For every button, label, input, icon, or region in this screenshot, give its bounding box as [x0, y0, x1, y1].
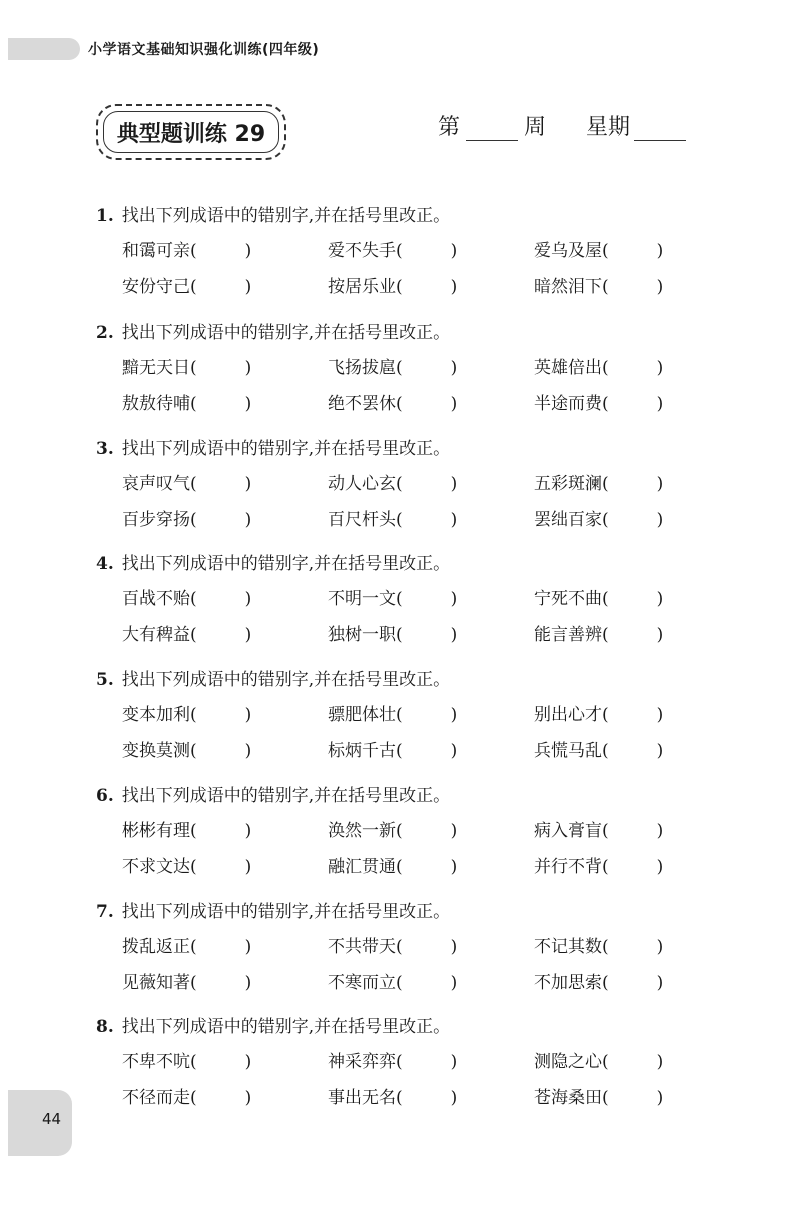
answer-paren-open: ( [602, 277, 609, 297]
idiom-item [328, 1080, 457, 1116]
idiom-row [122, 233, 696, 269]
answer-paren-close: ) [244, 1088, 252, 1108]
answer-paren-close: ) [244, 705, 252, 725]
answer-paren-close: ) [656, 589, 664, 609]
answer-paren-close: ) [244, 358, 252, 378]
answer-paren-open: ( [190, 474, 197, 494]
idiom-row [122, 502, 696, 538]
question-number: 1. [96, 206, 114, 226]
idiom-row [122, 386, 696, 422]
answer-paren-close: ) [450, 394, 458, 414]
idiom-item [534, 1044, 663, 1080]
idiom-item [328, 581, 457, 617]
idiom-text: 拨乱返正 [122, 937, 190, 957]
answer-paren-open: ( [602, 394, 609, 414]
answer-paren-open: ( [602, 474, 609, 494]
answer-paren-close: ) [244, 973, 252, 993]
answer-paren-open: ( [190, 821, 197, 841]
idiom-item [122, 466, 251, 502]
week-blank[interactable] [466, 114, 518, 141]
idiom-item [328, 269, 457, 305]
question-prompt [96, 205, 696, 227]
idiom-text: 五彩斑澜 [534, 474, 602, 494]
idiom-row [122, 350, 696, 386]
idiom-text: 半途而费 [534, 394, 602, 414]
question-text: 找出下列成语中的错别字,并在括号里改正。 [121, 206, 451, 226]
answer-paren-close: ) [450, 277, 458, 297]
idiom-item [328, 733, 457, 769]
week-label: 周 [524, 115, 547, 140]
answer-paren-open: ( [396, 358, 403, 378]
answer-paren-close: ) [450, 821, 458, 841]
idiom-text: 独树一职 [328, 625, 396, 645]
answer-paren-open: ( [190, 358, 197, 378]
weekday-label: 星期 [586, 115, 631, 140]
answer-paren-open: ( [396, 241, 403, 261]
answer-paren-close: ) [450, 937, 458, 957]
question-number: 6. [96, 786, 114, 806]
idiom-text: 苍海桑田 [534, 1088, 602, 1108]
answer-paren-open: ( [396, 394, 403, 414]
idiom-text: 百步穿扬 [122, 510, 190, 530]
answer-paren-close: ) [244, 241, 252, 261]
answer-paren-open: ( [396, 625, 403, 645]
idiom-text: 按居乐业 [328, 277, 396, 297]
answer-paren-open: ( [396, 277, 403, 297]
idiom-text: 罢绌百家 [534, 510, 602, 530]
idiom-text: 暗然泪下 [534, 277, 602, 297]
answer-paren-open: ( [602, 741, 609, 761]
answer-paren-close: ) [450, 625, 458, 645]
idiom-text: 不径而走 [122, 1088, 190, 1108]
idiom-text: 变本加利 [122, 705, 190, 725]
answer-paren-close: ) [450, 1052, 458, 1072]
answer-paren-open: ( [190, 277, 197, 297]
answer-paren-open: ( [190, 741, 197, 761]
idiom-item [122, 1044, 251, 1080]
idiom-item [534, 813, 663, 849]
answer-paren-open: ( [396, 821, 403, 841]
idiom-item [122, 697, 251, 733]
idiom-item [122, 386, 251, 422]
idiom-text: 病入膏盲 [534, 821, 602, 841]
idiom-text: 英雄倍出 [534, 358, 602, 378]
answer-paren-close: ) [656, 705, 664, 725]
idiom-row [122, 929, 696, 965]
idiom-item [328, 502, 457, 538]
page-number: 44 [42, 1110, 62, 1128]
answer-paren-close: ) [656, 857, 664, 877]
idiom-item [328, 617, 457, 653]
idiom-item [534, 233, 663, 269]
question-2 [96, 322, 696, 422]
answer-paren-open: ( [602, 937, 609, 957]
idiom-item [328, 813, 457, 849]
answer-paren-open: ( [602, 589, 609, 609]
idiom-row [122, 849, 696, 885]
idiom-text: 融汇贯通 [328, 857, 396, 877]
answer-paren-open: ( [190, 394, 197, 414]
answer-paren-close: ) [450, 241, 458, 261]
idiom-row [122, 466, 696, 502]
answer-paren-open: ( [602, 510, 609, 530]
answer-paren-close: ) [244, 277, 252, 297]
idiom-text: 别出心才 [534, 705, 602, 725]
idiom-text: 大有稗益 [122, 625, 190, 645]
answer-paren-open: ( [602, 857, 609, 877]
idiom-text: 敖敖待哺 [122, 394, 190, 414]
answer-paren-close: ) [656, 277, 664, 297]
question-1 [96, 205, 696, 305]
answer-paren-close: ) [450, 973, 458, 993]
question-number: 5. [96, 670, 114, 690]
idiom-item [534, 1080, 663, 1116]
question-7 [96, 901, 696, 1001]
header-bar [8, 38, 80, 60]
question-prompt [96, 669, 696, 691]
question-number: 8. [96, 1017, 114, 1037]
answer-paren-close: ) [450, 358, 458, 378]
answer-paren-close: ) [656, 474, 664, 494]
idiom-row [122, 617, 696, 653]
answer-paren-close: ) [656, 821, 664, 841]
idiom-text: 骠肥体壮 [328, 705, 396, 725]
idiom-item [534, 466, 663, 502]
page-tab [8, 1090, 72, 1156]
idiom-text: 不明一文 [328, 589, 396, 609]
answer-paren-open: ( [602, 973, 609, 993]
idiom-row [122, 269, 696, 305]
answer-paren-open: ( [396, 510, 403, 530]
idiom-item [122, 617, 251, 653]
idiom-item [122, 733, 251, 769]
answer-paren-open: ( [602, 241, 609, 261]
idiom-item [122, 581, 251, 617]
idiom-item [122, 502, 251, 538]
answer-paren-open: ( [602, 1088, 609, 1108]
question-prompt [96, 322, 696, 344]
answer-paren-close: ) [450, 474, 458, 494]
answer-paren-close: ) [656, 394, 664, 414]
question-4 [96, 553, 696, 653]
answer-paren-close: ) [244, 821, 252, 841]
answer-paren-close: ) [450, 589, 458, 609]
idiom-item [534, 502, 663, 538]
idiom-item [122, 965, 251, 1001]
answer-paren-close: ) [656, 741, 664, 761]
idiom-text: 彬彬有理 [122, 821, 190, 841]
answer-paren-close: ) [244, 394, 252, 414]
answer-paren-close: ) [450, 857, 458, 877]
idiom-text: 动人心玄 [328, 474, 396, 494]
idiom-text: 不寒而立 [328, 973, 396, 993]
question-text: 找出下列成语中的错别字,并在括号里改正。 [121, 786, 451, 806]
idiom-text: 爱乌及屋 [534, 241, 602, 261]
idiom-row [122, 813, 696, 849]
question-text: 找出下列成语中的错别字,并在括号里改正。 [121, 670, 451, 690]
idiom-row [122, 1080, 696, 1116]
idiom-text: 能言善辨 [534, 625, 602, 645]
answer-paren-close: ) [450, 705, 458, 725]
idiom-item [534, 733, 663, 769]
question-5 [96, 669, 696, 769]
idiom-text: 不卑不吭 [122, 1052, 190, 1072]
idiom-text: 不加思索 [534, 973, 602, 993]
idiom-item [328, 849, 457, 885]
answer-paren-close: ) [244, 625, 252, 645]
idiom-item [328, 386, 457, 422]
answer-paren-open: ( [190, 241, 197, 261]
idiom-item [122, 929, 251, 965]
answer-paren-close: ) [244, 1052, 252, 1072]
idiom-item [328, 929, 457, 965]
answer-paren-close: ) [244, 474, 252, 494]
answer-paren-close: ) [656, 937, 664, 957]
idiom-text: 安份守己 [122, 277, 190, 297]
question-prompt [96, 1016, 696, 1038]
idiom-text: 并行不背 [534, 857, 602, 877]
idiom-text: 变换莫测 [122, 741, 190, 761]
idiom-item [534, 849, 663, 885]
idiom-text: 不求文达 [122, 857, 190, 877]
answer-paren-open: ( [396, 973, 403, 993]
answer-paren-close: ) [450, 741, 458, 761]
idiom-item [534, 965, 663, 1001]
answer-paren-open: ( [396, 705, 403, 725]
idiom-item [328, 697, 457, 733]
answer-paren-close: ) [656, 973, 664, 993]
answer-paren-close: ) [656, 510, 664, 530]
idiom-item [534, 581, 663, 617]
answer-paren-open: ( [396, 857, 403, 877]
answer-paren-close: ) [656, 241, 664, 261]
idiom-text: 神采弈弈 [328, 1052, 396, 1072]
idiom-text: 百战不贻 [122, 589, 190, 609]
idiom-item [328, 350, 457, 386]
idiom-item [534, 617, 663, 653]
question-3 [96, 438, 696, 538]
question-text: 找出下列成语中的错别字,并在括号里改正。 [121, 1017, 451, 1037]
idiom-text: 不记其数 [534, 937, 602, 957]
answer-paren-close: ) [656, 1052, 664, 1072]
idiom-text: 百尺杆头 [328, 510, 396, 530]
question-text: 找出下列成语中的错别字,并在括号里改正。 [121, 439, 451, 459]
answer-paren-close: ) [656, 625, 664, 645]
idiom-item [328, 965, 457, 1001]
answer-paren-open: ( [190, 589, 197, 609]
idiom-text: 黯无天日 [122, 358, 190, 378]
answer-paren-close: ) [244, 589, 252, 609]
idiom-item [534, 697, 663, 733]
answer-paren-close: ) [450, 510, 458, 530]
idiom-row [122, 965, 696, 1001]
answer-paren-open: ( [396, 474, 403, 494]
idiom-text: 爱不失手 [328, 241, 396, 261]
idiom-item [122, 849, 251, 885]
idiom-item [534, 929, 663, 965]
answer-paren-open: ( [396, 1088, 403, 1108]
book-title: 小学语文基础知识强化训练(四年级) [88, 42, 320, 58]
idiom-text: 标炳千古 [328, 741, 396, 761]
idiom-text: 见薇知著 [122, 973, 190, 993]
answer-paren-open: ( [602, 625, 609, 645]
answer-paren-open: ( [396, 1052, 403, 1072]
answer-paren-close: ) [244, 741, 252, 761]
answer-paren-open: ( [602, 705, 609, 725]
answer-paren-open: ( [190, 937, 197, 957]
answer-paren-open: ( [602, 358, 609, 378]
idiom-text: 测隐之心 [534, 1052, 602, 1072]
question-text: 找出下列成语中的错别字,并在括号里改正。 [121, 554, 451, 574]
lesson-badge [96, 104, 286, 160]
answer-paren-close: ) [450, 1088, 458, 1108]
question-number: 4. [96, 554, 114, 574]
answer-paren-open: ( [396, 937, 403, 957]
week-line [438, 110, 686, 141]
question-number: 7. [96, 902, 114, 922]
answer-paren-open: ( [190, 973, 197, 993]
idiom-item [122, 813, 251, 849]
question-number: 3. [96, 439, 114, 459]
idiom-item [122, 1080, 251, 1116]
answer-paren-open: ( [190, 857, 197, 877]
question-8 [96, 1016, 696, 1116]
answer-paren-open: ( [190, 510, 197, 530]
idiom-item [328, 466, 457, 502]
idiom-item [534, 350, 663, 386]
idiom-item [328, 233, 457, 269]
answer-paren-open: ( [190, 1052, 197, 1072]
answer-paren-open: ( [190, 705, 197, 725]
question-prompt [96, 438, 696, 460]
question-prompt [96, 901, 696, 923]
weekday-blank[interactable] [634, 114, 686, 141]
idiom-item [122, 233, 251, 269]
answer-paren-close: ) [244, 510, 252, 530]
question-6 [96, 785, 696, 885]
idiom-text: 飞扬拔扈 [328, 358, 396, 378]
question-text: 找出下列成语中的错别字,并在括号里改正。 [121, 323, 451, 343]
idiom-item [122, 350, 251, 386]
question-number: 2. [96, 323, 114, 343]
answer-paren-open: ( [190, 1088, 197, 1108]
answer-paren-close: ) [656, 358, 664, 378]
idiom-text: 不共带天 [328, 937, 396, 957]
question-prompt [96, 785, 696, 807]
idiom-text: 绝不罢休 [328, 394, 396, 414]
week-prefix: 第 [438, 115, 461, 140]
idiom-row [122, 581, 696, 617]
answer-paren-close: ) [244, 937, 252, 957]
idiom-text: 宁死不曲 [534, 589, 602, 609]
idiom-item [534, 269, 663, 305]
idiom-row [122, 733, 696, 769]
answer-paren-close: ) [656, 1088, 664, 1108]
answer-paren-open: ( [602, 1052, 609, 1072]
idiom-text: 兵慌马乱 [534, 741, 602, 761]
answer-paren-open: ( [602, 821, 609, 841]
answer-paren-open: ( [190, 625, 197, 645]
idiom-text: 和霭可亲 [122, 241, 190, 261]
idiom-row [122, 697, 696, 733]
idiom-row [122, 1044, 696, 1080]
idiom-text: 涣然一新 [328, 821, 396, 841]
answer-paren-close: ) [244, 857, 252, 877]
idiom-item [328, 1044, 457, 1080]
lesson-title: 典型题训练 29 [103, 111, 279, 153]
question-text: 找出下列成语中的错别字,并在括号里改正。 [121, 902, 451, 922]
answer-paren-open: ( [396, 741, 403, 761]
idiom-item [534, 386, 663, 422]
question-prompt [96, 553, 696, 575]
idiom-text: 哀声叹气 [122, 474, 190, 494]
answer-paren-open: ( [396, 589, 403, 609]
idiom-text: 事出无名 [328, 1088, 396, 1108]
idiom-item [122, 269, 251, 305]
